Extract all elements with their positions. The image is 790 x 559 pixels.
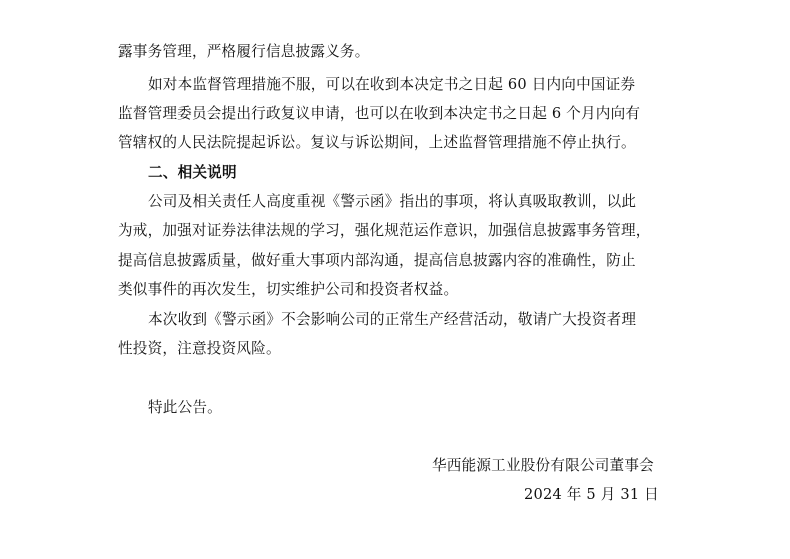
paragraph-line: 为戒，加强对证券法律法规的学习，强化规范运作意识，加强信息披露事务管理，	[118, 222, 651, 239]
paragraph-line: 监督管理委员会提出行政复议申请，也可以在收到本决定书之日起 6 个月内向有	[118, 105, 641, 122]
paragraph-line: 公司及相关责任人高度重视《警示函》指出的事项，将认真吸取教训，以此	[148, 193, 637, 210]
paragraph-line: 提高信息披露质量，做好重大事项内部沟通，提高信息披露内容的准确性，防止	[118, 252, 636, 269]
signature-organization: 华西能源工业股份有限公司董事会	[432, 457, 654, 474]
paragraph-line: 露事务管理，严格履行信息披露义务。	[118, 43, 370, 60]
paragraph-line: 本次收到《警示函》不会影响公司的正常生产经营活动，敬请广大投资者理	[148, 311, 637, 328]
paragraph-line: 管辖权的人民法院提起诉讼。复议与诉讼期间，上述监督管理措施不停止执行。	[118, 134, 636, 151]
paragraph-line: 性投资，注意投资风险。	[118, 340, 281, 357]
paragraph-line: 如对本监督管理措施不服，可以在收到本决定书之日起 60 日内向中国证券	[148, 76, 636, 93]
section-heading: 二、相关说明	[148, 164, 237, 181]
paragraph-line: 类似事件的再次发生，切实维护公司和投资者权益。	[118, 281, 459, 298]
signature-date: 2024 年 5 月 31 日	[524, 486, 659, 503]
closing-remark: 特此公告。	[148, 399, 222, 416]
